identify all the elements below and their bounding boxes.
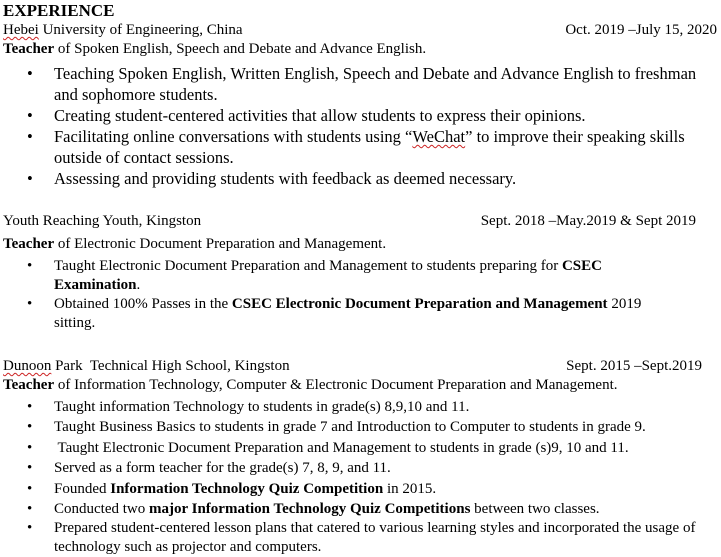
- job1-role: [3, 41, 426, 58]
- list-item: [0, 397, 716, 417]
- job3-bullet-text: Founded: [54, 480, 111, 497]
- job2-role: [3, 236, 386, 253]
- job3-bullet-list: [0, 397, 716, 557]
- job3-bullet-text-end: between two classes.: [470, 501, 600, 518]
- list-item: [0, 126, 704, 168]
- job1-organization: [3, 22, 243, 39]
- list-item: [0, 295, 680, 333]
- job3-bullet-text: Taught Business Basics to students in grade 7 and Introduction to Computer to students in grade 9.: [54, 419, 646, 436]
- job3-bullet-text-end: in 2015.: [383, 480, 437, 497]
- job3-bullet-text: Taught Electronic Document Preparation and Management to students in grade (s)9, 10 and 11.: [54, 439, 629, 456]
- list-item: [0, 499, 716, 519]
- list-item: [0, 417, 716, 437]
- job2-role-desc: of Electronic Document Preparation and Management.: [54, 236, 387, 252]
- job1-role-title: Teacher: [3, 41, 55, 57]
- job1-bullet-text: Teaching Spoken English, Written English, Speech and Debate and Advance English to freshman and sophomore students.: [54, 64, 697, 104]
- list-item: [0, 257, 680, 295]
- job3-role-title: Teacher: [3, 377, 55, 393]
- job3-role: [3, 377, 617, 394]
- job3-dates: Sept. 2015 –Sept.2019: [566, 358, 702, 374]
- job3-bullet-text: Taught information Technology to students in grade(s) 8,9,10 and 11.: [54, 399, 470, 415]
- list-item: [0, 458, 716, 478]
- job3-org-rest: Park Technical High School, Kingston: [51, 358, 290, 374]
- section-title: EXPERIENCE: [3, 1, 115, 20]
- list-item: [0, 63, 704, 105]
- job2-bullet-text-end: .: [136, 277, 141, 293]
- list-item: [0, 168, 704, 189]
- job1-bullet-wechat: WeChat: [412, 127, 466, 146]
- job3-bullet-text: Served as a form teacher for the grade(s) 7, 8, 9, and 11.: [54, 460, 391, 477]
- job3-bullet-bold: major Information Technology Quiz Competitions: [149, 501, 471, 518]
- job2-bullet-text: Taught Electronic Document Preparation and Management to students preparing for: [54, 258, 562, 274]
- job1-bullet-text-end: ” to improve their speaking skills outside of contact sessions.: [54, 127, 685, 167]
- list-item: [0, 479, 716, 499]
- job2-bullet-bold: CSEC Examination: [54, 258, 602, 293]
- job3-org-name: Dunoon: [3, 358, 52, 374]
- job2-bullet-text-end: 2019 sitting.: [54, 296, 642, 331]
- job2-role-title: Teacher: [3, 236, 55, 252]
- job3-bullet-text: Conducted two: [54, 501, 149, 518]
- job2-bullet-list: [0, 257, 680, 333]
- job3-organization: [3, 358, 290, 375]
- job1-org-name: Hebei: [3, 22, 39, 38]
- job3-bullet-text: Prepared student-centered lesson plans that catered to various learning styles and incorporated the usage of technology such as projector and computers.: [54, 520, 696, 556]
- job1-bullet-text: Facilitating online conversations with students using “: [54, 127, 413, 146]
- job3-role-desc: of Information Technology, Computer & Electronic Document Preparation and Management.: [54, 377, 618, 393]
- job2-organization: Youth Reaching Youth, Kingston: [3, 213, 202, 229]
- job1-bullet-list: [0, 63, 704, 189]
- list-item: [0, 519, 716, 557]
- job1-bullet-text: Assessing and providing students with feedback as deemed necessary.: [54, 169, 517, 188]
- list-item: [0, 105, 704, 126]
- job1-org-rest: University of Engineering, China: [38, 22, 243, 38]
- job3-bullet-bold: Information Technology Quiz Competition: [110, 480, 384, 497]
- job2-dates: Sept. 2018 –May.2019 & Sept 2019: [480, 213, 696, 229]
- job1-role-desc: of Spoken English, Speech and Debate and Advance English.: [54, 41, 427, 57]
- job2-bullet-bold: CSEC Electronic Document Preparation and Management: [231, 296, 608, 312]
- job1-bullet-text: Creating student-centered activities that allow students to express their opinions.: [54, 106, 586, 125]
- job1-dates: Oct. 2019 –July 15, 2020: [565, 22, 717, 38]
- job2-bullet-text: Obtained 100% Passes in the: [54, 296, 232, 312]
- list-item: [0, 438, 716, 458]
